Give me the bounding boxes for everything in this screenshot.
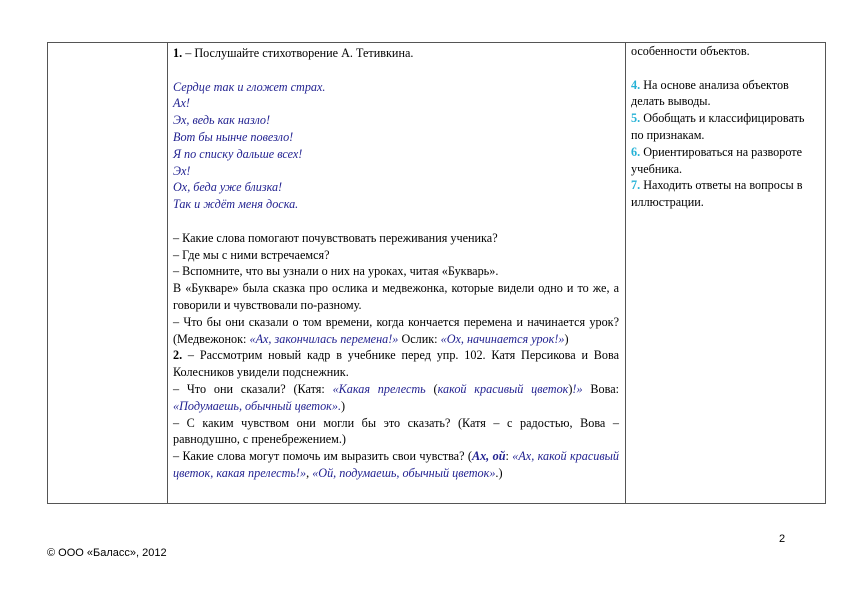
empty-left-column [48,43,168,503]
page-number: 2 [779,533,786,545]
task-2-heading: 2. – Рассмотрим новый кадр в учебнике перед упр. 102. Катя Персикова и Вова Колесников увидели подснежник. [173,348,619,380]
question: – Где мы с ними встречаемся? [173,247,330,262]
skills-line: особенности объектов. [631,44,750,58]
question: – С каким чувством они могли бы это сказать? (Катя – с радостью, Вова – равнодушно, с пренебрежением.) [173,415,619,447]
poem-line: Эх! [173,163,191,178]
poem-line: Так и ждёт меня доска. [173,197,299,212]
skill-item: 7. Находить ответы на вопросы в иллюстрации. [631,178,803,210]
poem-line: Я по списку дальше всех! [173,146,303,161]
skills-column [626,43,826,503]
poem-line: Сердце так и гложет страх. [173,79,326,94]
question: – Какие слова помогают почувствовать переживания ученика? [173,230,498,245]
question: – Вспомните, что вы узнали о них на уроках, читая «Букварь». [173,264,499,279]
question: – Что они сказали? (Катя: «Какая прелесть (какой красивый цветок)!» Вова: «Подумаешь, обычный цветок».) [173,381,619,413]
question: – Какие слова могут помочь им выразить свои чувства? (Ах, ой: «Ах, какой красивый цветок, какая прелесть!», «Ой, подумаешь, обычный цветок».) [173,449,619,480]
task-1-number: 1. [173,46,183,60]
poem-line: Эх, ведь как назло! [173,113,271,128]
activity-column [168,43,626,503]
footer-copyright: © ООО «Баласс», 2012 [47,547,167,559]
skill-item: 6. Ориентироваться на развороте учебника. [631,144,803,176]
task-2-number: 2. [173,348,183,363]
question: – Что бы они сказали о том времени, когда кончается перемена и начинается урок? (Медвежонок: «Ах, закончилась перемена!» Ослик: «Ох, начинается урок!») [173,314,619,346]
lesson-table [47,42,826,504]
poem-line: Ох, беда уже близка! [173,180,283,195]
skill-item: 5. Обобщать и классифицировать по признакам. [631,111,805,142]
task-1-heading: 1. – Послушайте стихотворение А. Тетивкина. [173,46,414,60]
poem [173,79,619,213]
skill-item: 4. На основе анализа объектов делать выводы. [631,77,789,109]
poem-line: Ах! [173,96,190,111]
poem-line: Вот бы нынче повезло! [173,129,294,144]
paragraph-bukvar: В «Букваре» была сказка про ослика и медвежонка, которые видели одно и то же, а говорили и чувствовали по-разному. [173,281,619,312]
